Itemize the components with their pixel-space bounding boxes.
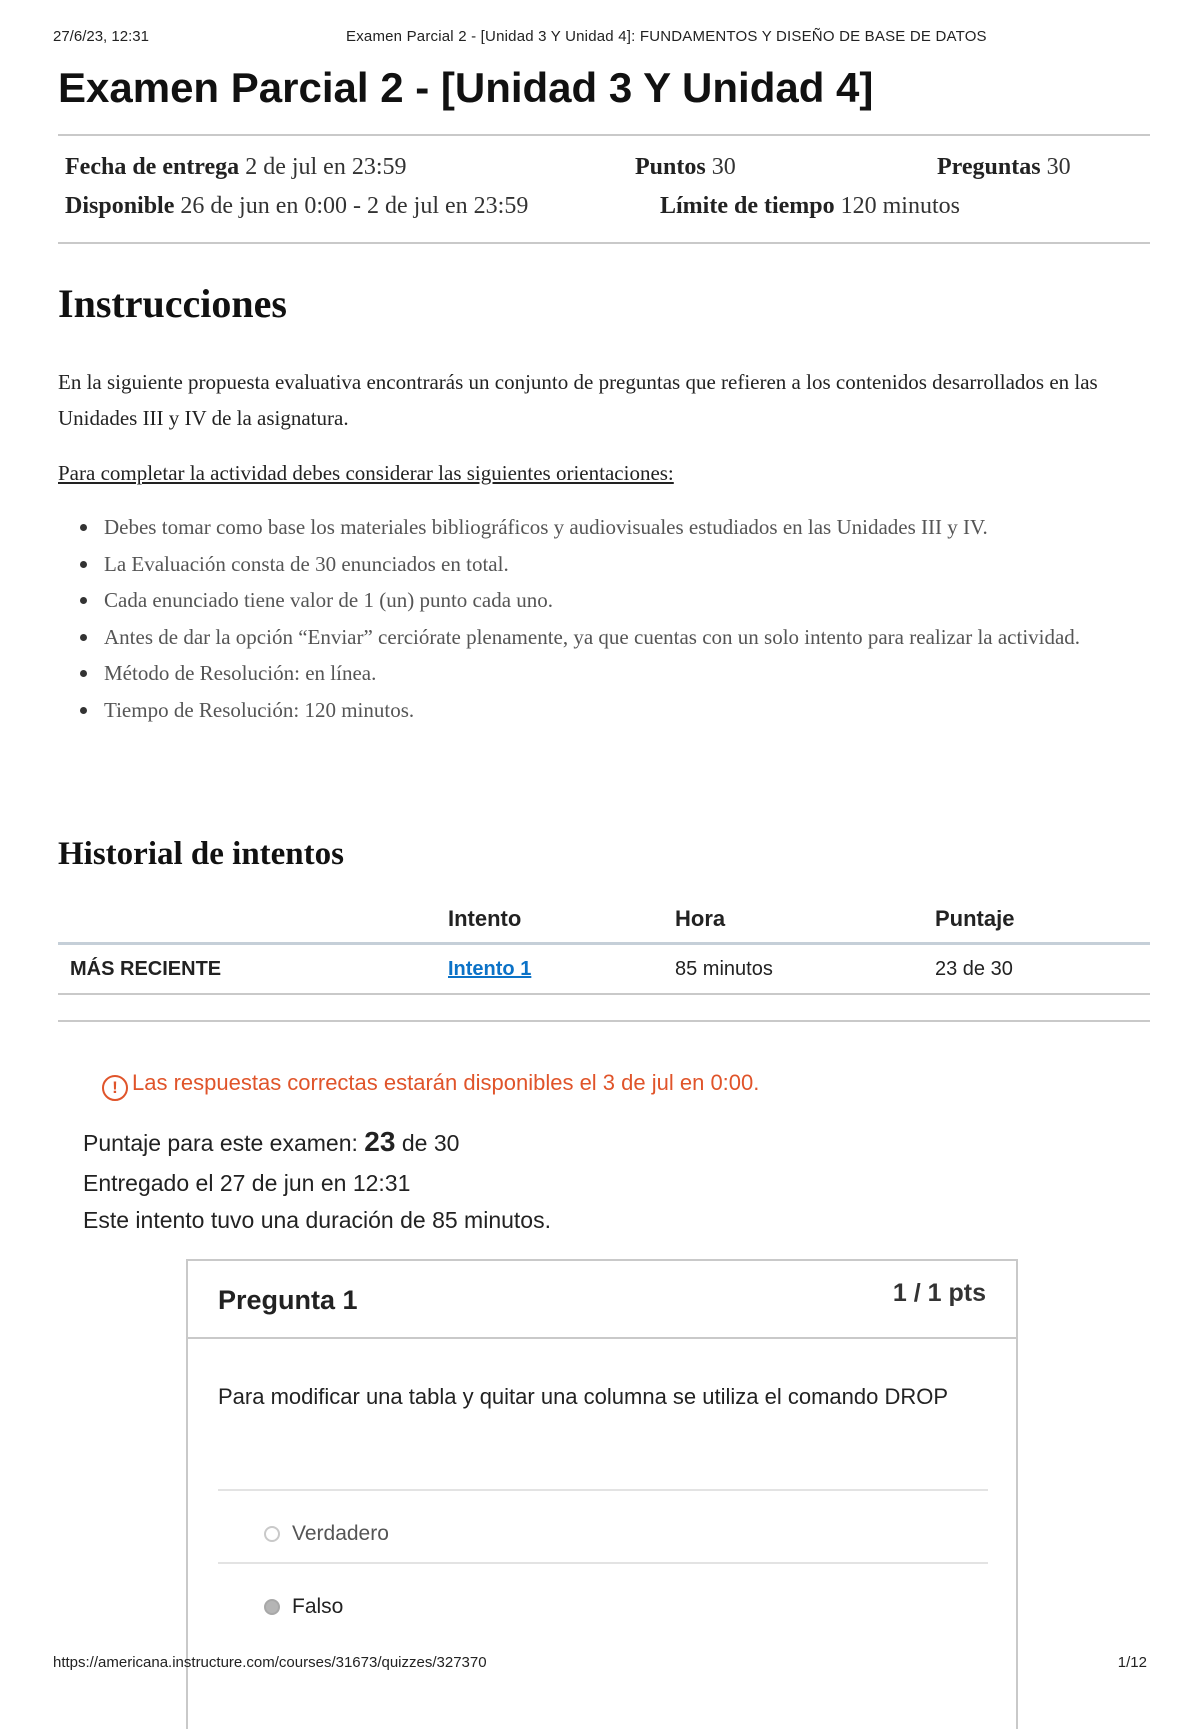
alert-text: Las respuestas correctas estarán disponibles el 3 de jul en 0:00.	[132, 1070, 760, 1095]
answer-label: Falso	[292, 1595, 344, 1618]
score-value: 23	[364, 1126, 396, 1157]
print-header	[53, 28, 1147, 48]
column-header-score: Puntaje	[935, 896, 1150, 944]
time-limit-label: Límite de tiempo	[660, 193, 835, 219]
attempt-time: 85 minutos	[675, 944, 935, 995]
score-summary	[83, 1126, 459, 1158]
instructions-orientation: Para completar la actividad debes considerar las siguientes orientaciones:	[58, 461, 674, 485]
list-item: Cada enunciado tiene valor de 1 (un) punto cada uno.	[58, 582, 1150, 619]
submitted-info: Entregado el 27 de jun en 12:31	[83, 1170, 411, 1196]
available-info	[65, 193, 528, 220]
answers-availability-alert	[102, 1070, 759, 1101]
list-item: Tiempo de Resolución: 120 minutos.	[58, 692, 1150, 729]
instructions-list	[58, 509, 1150, 728]
radio-icon[interactable]	[264, 1526, 280, 1542]
due-date	[65, 154, 407, 181]
score-prefix: Puntaje para este examen:	[83, 1130, 358, 1156]
title-divider	[58, 134, 1150, 136]
question-text: Para modificar una tabla y quitar una columna se utiliza el comando DROP	[218, 1384, 949, 1409]
points-value: 30	[711, 154, 736, 180]
due-value: 2 de jul en 23:59	[245, 154, 407, 180]
available-label: Disponible	[65, 193, 175, 219]
history-table	[58, 896, 1150, 995]
instructions-intro: En la siguiente propuesta evaluativa encontrarás un conjunto de preguntas que refieren a los contenidos desarrollados en las Unidades III y IV de la asignatura.	[58, 370, 1098, 430]
history-divider	[58, 1020, 1150, 1022]
column-header-time: Hora	[675, 896, 935, 944]
list-item: Debes tomar como base los materiales bibliográficos y audiovisuales estudiados en las Unidades III y IV.	[58, 509, 1150, 546]
exclamation-circle-icon: !	[102, 1075, 128, 1101]
due-label: Fecha de entrega	[65, 154, 240, 180]
question-header	[188, 1261, 1016, 1339]
history-heading: Historial de intentos	[58, 836, 344, 872]
answer-label: Verdadero	[292, 1522, 389, 1545]
score-suffix: de 30	[401, 1130, 460, 1156]
radio-selected-icon[interactable]	[264, 1599, 280, 1615]
print-footer	[53, 1654, 1147, 1674]
answer-divider	[218, 1562, 988, 1564]
answer-divider	[218, 1489, 988, 1491]
list-item: Antes de dar la opción “Enviar” cerciórate plenamente, ya que cuentas con un solo intento para realizar la actividad.	[58, 619, 1150, 656]
history-header-row	[58, 896, 1150, 944]
time-limit-value: 120 minutos	[840, 193, 960, 219]
available-value: 26 de jun en 0:00 - 2 de jul en 23:59	[180, 193, 529, 219]
table-row	[58, 944, 1150, 995]
question-points: 1 / 1 pts	[892, 1279, 986, 1307]
print-url: https://americana.instructure.com/courses/31673/quizzes/327370	[53, 1654, 487, 1671]
points-label: Puntos	[635, 154, 706, 180]
column-header-attempt: Intento	[448, 896, 675, 944]
attempt-link[interactable]: Intento 1	[448, 957, 532, 980]
page-number: 1/12	[1117, 1654, 1147, 1671]
page-title: Examen Parcial 2 - [Unidad 3 Y Unidad 4]	[58, 64, 874, 111]
questions-label: Preguntas	[937, 154, 1041, 180]
attempt-label: MÁS RECIENTE	[58, 944, 448, 995]
answer-option[interactable]	[264, 1522, 389, 1546]
list-item: Método de Resolución: en línea.	[58, 655, 1150, 692]
instructions-heading: Instrucciones	[58, 281, 287, 326]
column-header	[58, 896, 448, 944]
attempt-score: 23 de 30	[935, 944, 1150, 995]
print-page-title: Examen Parcial 2 - [Unidad 3 Y Unidad 4]: FUNDAMENTOS Y DISEÑO DE BASE DE DATOS	[346, 28, 987, 45]
print-date: 27/6/23, 12:31	[53, 28, 149, 45]
questions-value: 30	[1046, 154, 1071, 180]
questions-info	[937, 154, 1071, 181]
points-info	[635, 154, 736, 181]
answer-option-selected[interactable]	[264, 1595, 343, 1619]
meta-divider	[58, 242, 1150, 244]
time-limit-info	[660, 193, 960, 220]
list-item: La Evaluación consta de 30 enunciados en total.	[58, 546, 1150, 583]
duration-info: Este intento tuvo una duración de 85 minutos.	[83, 1207, 551, 1233]
question-title: Pregunta 1	[218, 1285, 358, 1315]
